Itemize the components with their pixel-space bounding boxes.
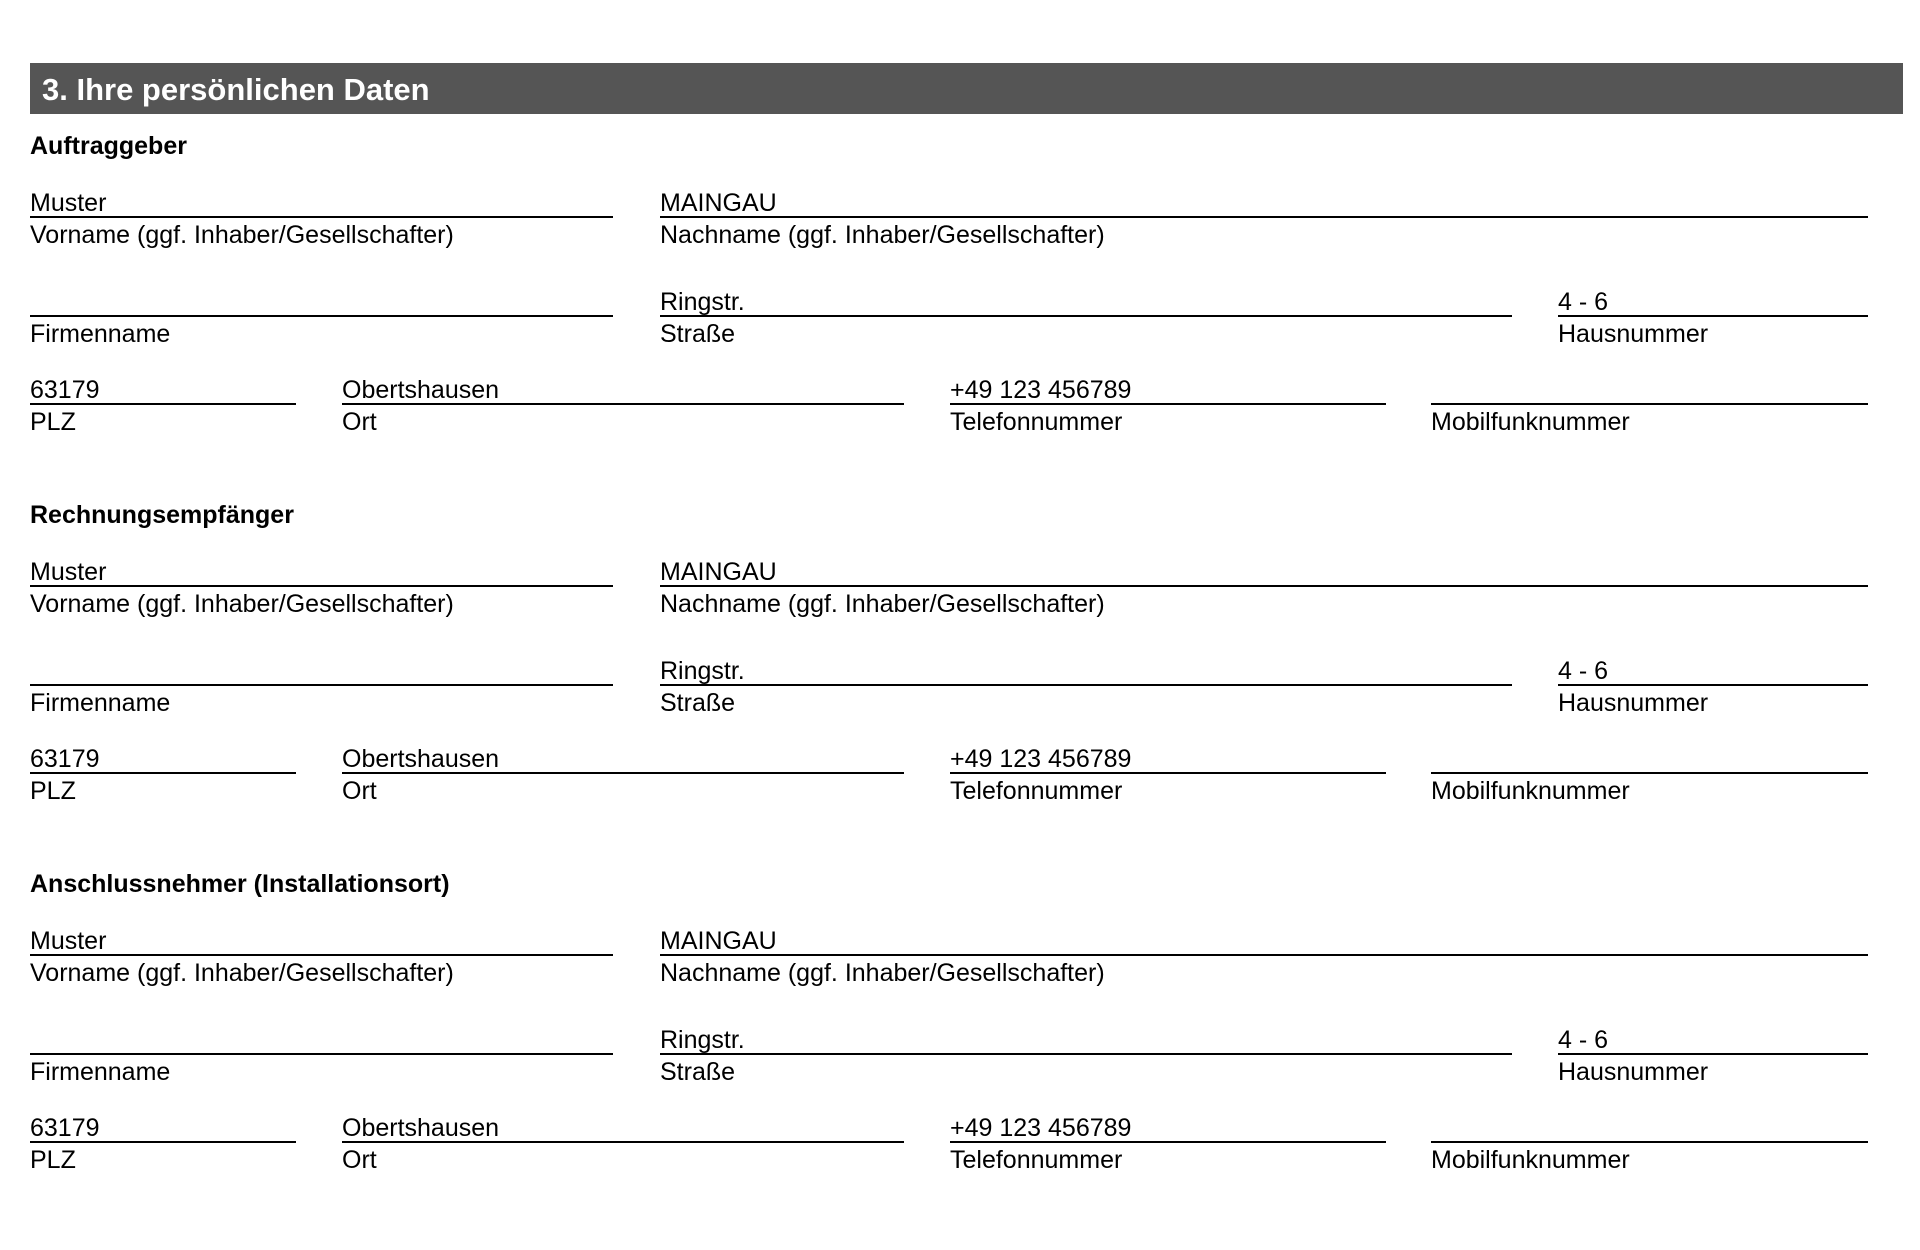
- section-header-title: 3. Ihre persönlichen Daten: [42, 72, 430, 107]
- telefon-field[interactable]: [950, 376, 1386, 441]
- section-header: [30, 63, 1903, 114]
- ort-value[interactable]: Obertshausen: [342, 745, 500, 773]
- plz-field[interactable]: [30, 1114, 296, 1179]
- vorname-label: Vorname (ggf. Inhaber/Gesellschafter): [30, 590, 454, 618]
- plz-label: PLZ: [30, 408, 76, 436]
- strasse-field[interactable]: [660, 657, 1512, 722]
- telefon-value[interactable]: +49 123 456789: [950, 376, 1132, 404]
- vorname-field[interactable]: [30, 189, 613, 254]
- ort-label: Ort: [342, 1146, 377, 1174]
- telefon-label: Telefonnummer: [950, 408, 1123, 436]
- strasse-field[interactable]: [660, 288, 1512, 353]
- section-auftraggeber: [0, 132, 1920, 492]
- nachname-label: Nachname (ggf. Inhaber/Gesellschafter): [660, 221, 1105, 249]
- field-line: [342, 403, 904, 405]
- ort-field[interactable]: [342, 1114, 904, 1179]
- hausnummer-label: Hausnummer: [1558, 320, 1709, 348]
- field-line: [30, 1141, 296, 1143]
- nachname-field[interactable]: [660, 927, 1868, 992]
- field-line: [30, 954, 613, 956]
- ort-field[interactable]: [342, 376, 904, 441]
- field-line: [950, 772, 1386, 774]
- telefon-field[interactable]: [950, 1114, 1386, 1179]
- plz-field[interactable]: [30, 376, 296, 441]
- telefon-field[interactable]: [950, 745, 1386, 810]
- strasse-value[interactable]: Ringstr.: [660, 1026, 745, 1054]
- field-line: [1431, 403, 1868, 405]
- section-anschlussnehmer: [0, 870, 1920, 1230]
- plz-value[interactable]: 63179: [30, 745, 100, 773]
- field-line: [660, 954, 1868, 956]
- section-title: Anschlussnehmer (Installationsort): [30, 870, 450, 898]
- field-line: [950, 1141, 1386, 1143]
- mobil-field[interactable]: [1431, 748, 1868, 810]
- strasse-label: Straße: [660, 1058, 736, 1086]
- field-line: [660, 1053, 1512, 1055]
- hausnummer-value[interactable]: 4 - 6: [1558, 288, 1609, 316]
- vorname-label: Vorname (ggf. Inhaber/Gesellschafter): [30, 221, 454, 249]
- plz-label: PLZ: [30, 777, 76, 805]
- field-line: [660, 216, 1868, 218]
- field-line: [30, 216, 613, 218]
- plz-label: PLZ: [30, 1146, 76, 1174]
- hausnummer-field[interactable]: [1558, 288, 1868, 353]
- mobil-label: Mobilfunknummer: [1431, 408, 1630, 436]
- nachname-value[interactable]: MAINGAU: [660, 927, 777, 955]
- firmenname-field[interactable]: [30, 1029, 613, 1091]
- field-line: [30, 1053, 613, 1055]
- firmenname-label: Firmenname: [30, 320, 171, 348]
- field-line: [950, 403, 1386, 405]
- mobil-label: Mobilfunknummer: [1431, 1146, 1630, 1174]
- mobil-label: Mobilfunknummer: [1431, 777, 1630, 805]
- field-line: [30, 684, 613, 686]
- strasse-label: Straße: [660, 320, 736, 348]
- telefon-value[interactable]: +49 123 456789: [950, 745, 1132, 773]
- nachname-field[interactable]: [660, 189, 1868, 254]
- firmenname-field[interactable]: [30, 291, 613, 353]
- vorname-label: Vorname (ggf. Inhaber/Gesellschafter): [30, 959, 454, 987]
- hausnummer-value[interactable]: 4 - 6: [1558, 657, 1609, 685]
- ort-field[interactable]: [342, 745, 904, 810]
- vorname-value[interactable]: Muster: [30, 558, 107, 586]
- section-title: Auftraggeber: [30, 132, 187, 160]
- plz-field[interactable]: [30, 745, 296, 810]
- firmenname-field[interactable]: [30, 660, 613, 722]
- vorname-field[interactable]: [30, 927, 613, 992]
- plz-value[interactable]: 63179: [30, 1114, 100, 1142]
- field-line: [342, 1141, 904, 1143]
- field-line: [660, 585, 1868, 587]
- telefon-label: Telefonnummer: [950, 1146, 1123, 1174]
- nachname-value[interactable]: MAINGAU: [660, 189, 777, 217]
- telefon-label: Telefonnummer: [950, 777, 1123, 805]
- field-line: [1558, 315, 1868, 317]
- strasse-value[interactable]: Ringstr.: [660, 288, 745, 316]
- plz-value[interactable]: 63179: [30, 376, 100, 404]
- field-line: [30, 315, 613, 317]
- nachname-value[interactable]: MAINGAU: [660, 558, 777, 586]
- mobil-field[interactable]: [1431, 379, 1868, 441]
- field-line: [30, 585, 613, 587]
- hausnummer-value[interactable]: 4 - 6: [1558, 1026, 1609, 1054]
- field-line: [342, 772, 904, 774]
- ort-label: Ort: [342, 777, 377, 805]
- firmenname-label: Firmenname: [30, 1058, 171, 1086]
- strasse-value[interactable]: Ringstr.: [660, 657, 745, 685]
- field-line: [1431, 1141, 1868, 1143]
- vorname-field[interactable]: [30, 558, 613, 623]
- vorname-value[interactable]: Muster: [30, 189, 107, 217]
- section-rechnungsempfaenger: [0, 501, 1920, 861]
- field-line: [660, 684, 1512, 686]
- field-line: [30, 403, 296, 405]
- firmenname-label: Firmenname: [30, 689, 171, 717]
- nachname-label: Nachname (ggf. Inhaber/Gesellschafter): [660, 959, 1105, 987]
- hausnummer-label: Hausnummer: [1558, 1058, 1709, 1086]
- section-title: Rechnungsempfänger: [30, 501, 294, 529]
- field-line: [660, 315, 1512, 317]
- hausnummer-label: Hausnummer: [1558, 689, 1709, 717]
- strasse-label: Straße: [660, 689, 736, 717]
- field-line: [1431, 772, 1868, 774]
- vorname-value[interactable]: Muster: [30, 927, 107, 955]
- ort-value[interactable]: Obertshausen: [342, 1114, 500, 1142]
- strasse-field[interactable]: [660, 1026, 1512, 1091]
- nachname-field[interactable]: [660, 558, 1868, 623]
- ort-value[interactable]: Obertshausen: [342, 376, 500, 404]
- hausnummer-field[interactable]: [1558, 657, 1868, 722]
- telefon-value[interactable]: +49 123 456789: [950, 1114, 1132, 1142]
- field-line: [1558, 1053, 1868, 1055]
- field-line: [30, 772, 296, 774]
- nachname-label: Nachname (ggf. Inhaber/Gesellschafter): [660, 590, 1105, 618]
- ort-label: Ort: [342, 408, 377, 436]
- mobil-field[interactable]: [1431, 1117, 1868, 1179]
- hausnummer-field[interactable]: [1558, 1026, 1868, 1091]
- field-line: [1558, 684, 1868, 686]
